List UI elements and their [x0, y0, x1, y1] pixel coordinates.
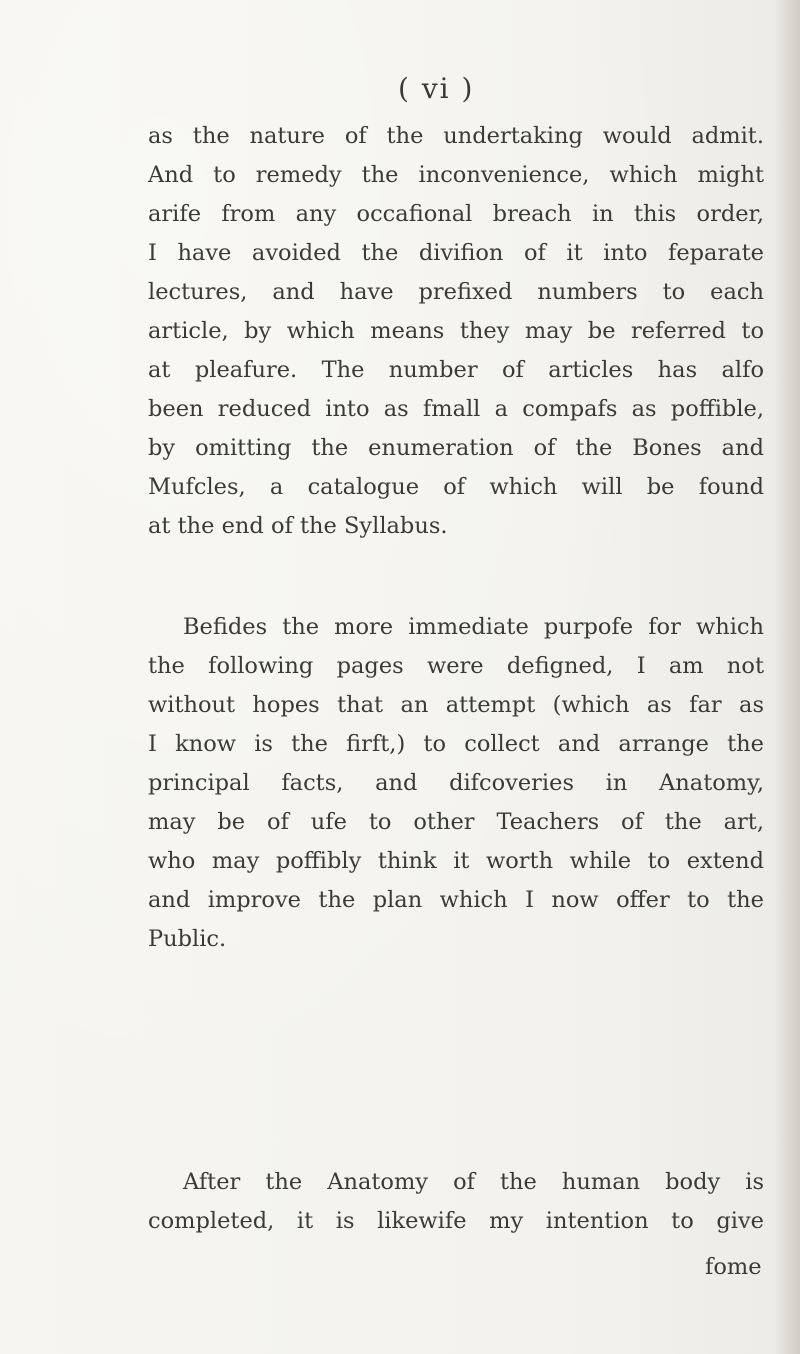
text-line: After the Anatomy of the human body is: [183, 1169, 764, 1195]
text-line: completed, it is likewife my intention to give: [148, 1208, 764, 1234]
text-line: without hopes that an attempt (which as far as: [148, 692, 764, 718]
text-line: and improve the plan which I now offer to the: [148, 887, 764, 913]
page-edge-shadow: [774, 0, 800, 1354]
catchword: fome: [705, 1254, 762, 1280]
text-line: principal facts, and difcoveries in Anatomy,: [148, 770, 764, 796]
text-line: article, by which means they may be referred to: [148, 318, 764, 344]
text-line: I know is the firft,) to collect and arrange the: [148, 731, 764, 757]
text-line: as the nature of the undertaking would admit.: [148, 123, 764, 149]
text-line: I have avoided the divifion of it into feparate: [148, 240, 764, 266]
text-line: at the end of the Syllabus.: [148, 513, 448, 539]
text-line: Public.: [148, 926, 227, 952]
text-line: who may poffibly think it worth while to extend: [148, 848, 764, 874]
text-line: the following pages were defigned, I am not: [148, 653, 764, 679]
paragraph-3: [148, 1163, 764, 1241]
paragraph-1: [148, 117, 764, 546]
text-line: Befides the more immediate purpofe for which: [183, 614, 764, 640]
text-line: may be of ufe to other Teachers of the art,: [148, 809, 764, 835]
text-line: been reduced into as fmall a compafs as poffible,: [148, 396, 764, 422]
text-line: by omitting the enumeration of the Bones and: [148, 435, 764, 461]
text-line: arife from any occafional breach in this order,: [148, 201, 764, 227]
paragraph-2: [148, 608, 764, 959]
text-line: And to remedy the inconvenience, which might: [148, 162, 764, 188]
text-line: at pleafure. The number of articles has alfo: [148, 357, 764, 383]
page-number: ( vi ): [398, 72, 475, 105]
text-line: Mufcles, a catalogue of which will be found: [148, 474, 764, 500]
text-line: lectures, and have prefixed numbers to each: [148, 279, 764, 305]
